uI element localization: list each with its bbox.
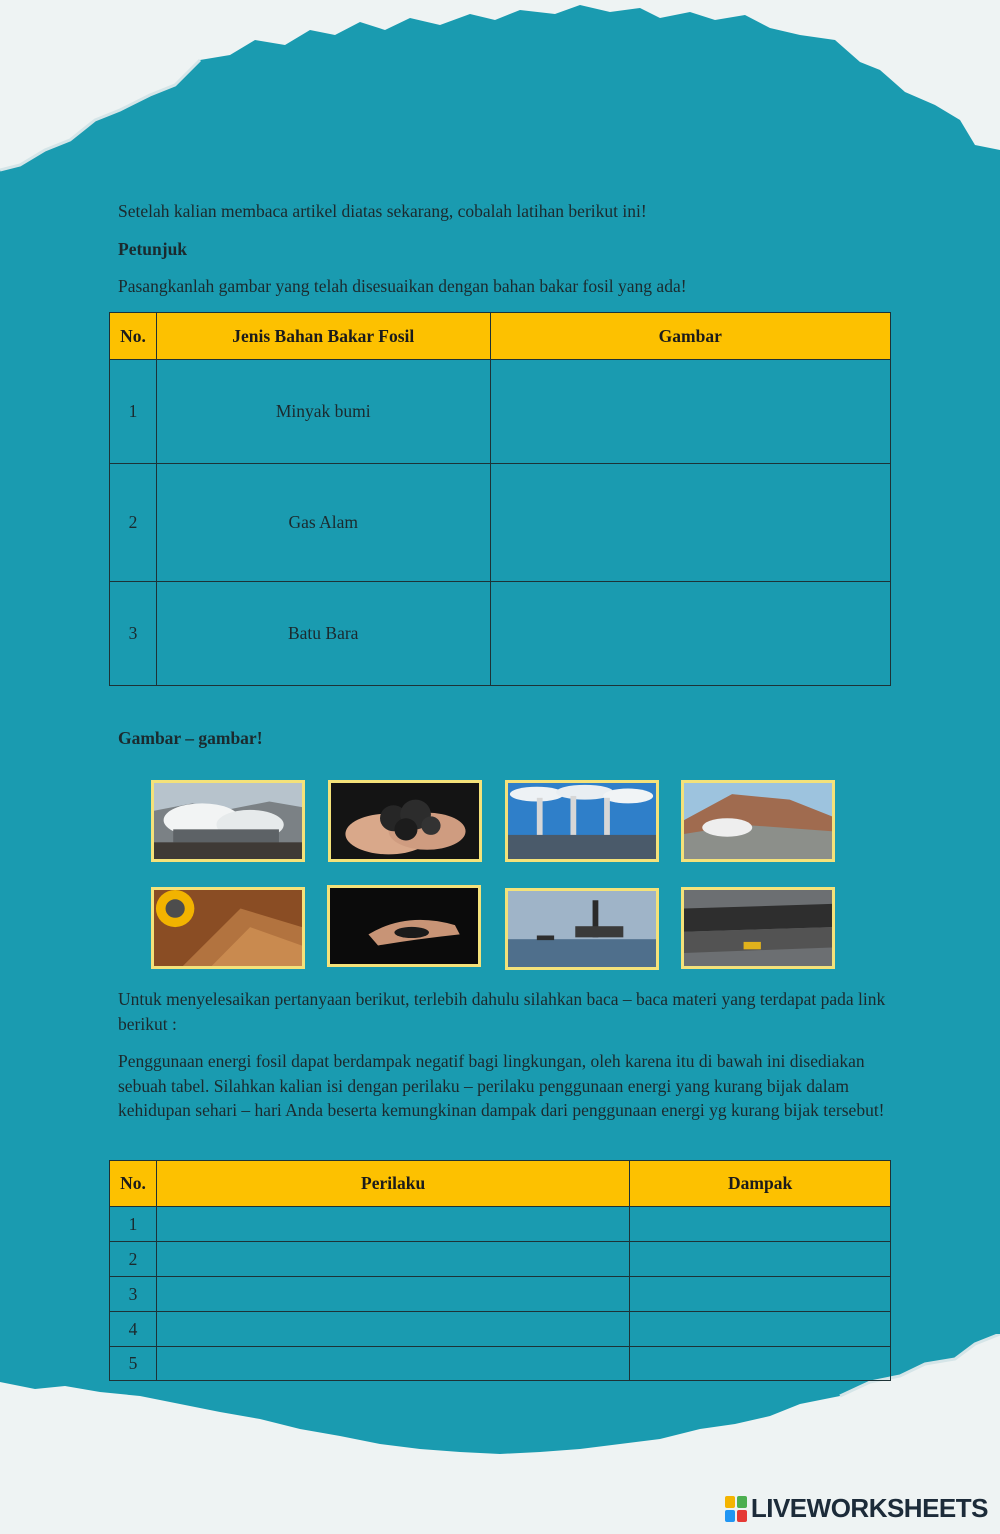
- task-text: Penggunaan energi fosil dapat berdampak negatif bagi lingkungan, oleh karena itu di bawah ini disediakan sebuah tabel. Silahkan kalian isi dengan perilaku – perilaku penggunaan energi yang kurang bijak dalam kehidupan sehari – hari Anda beserta kemungkinan dampak dari penggunaan energi yg kurang bijak tersebut!: [118, 1051, 885, 1120]
- perilaku-input[interactable]: [156, 1312, 629, 1347]
- row-number: 3: [110, 1277, 157, 1312]
- table-header-row: [110, 1161, 891, 1207]
- draggable-image[interactable]: [327, 885, 481, 967]
- draggable-image[interactable]: [151, 887, 305, 969]
- read-prompt: Untuk menyelesaikan pertanyaan berikut, terlebih dahulu silahkan baca – baca materi yang terdapat pada link berikut :: [118, 989, 886, 1034]
- gallery-heading: Gambar – gambar!: [118, 728, 263, 748]
- header-gambar: Gambar: [490, 313, 891, 360]
- header-no: No.: [110, 1161, 157, 1207]
- instruction-heading: Petunjuk: [118, 239, 188, 259]
- image-drop-zone[interactable]: [490, 464, 891, 582]
- intro-text: Setelah kalian membaca artikel diatas sekarang, cobalah latihan berikut ini!: [118, 201, 647, 221]
- table-row: [110, 1347, 891, 1381]
- image-drop-zone[interactable]: [490, 360, 891, 464]
- perilaku-input[interactable]: [156, 1347, 629, 1381]
- row-number: 2: [110, 464, 157, 582]
- table-row: [110, 582, 891, 686]
- table-row: [110, 1312, 891, 1347]
- row-number: 2: [110, 1242, 157, 1277]
- draggable-image[interactable]: [681, 780, 835, 862]
- header-dampak: Dampak: [630, 1161, 891, 1207]
- dampak-input[interactable]: [630, 1242, 891, 1277]
- table-header-row: [110, 313, 891, 360]
- fuel-matching-table: [109, 312, 891, 686]
- fuel-name: Gas Alam: [156, 464, 490, 582]
- geothermal-steam-photo: [154, 783, 302, 859]
- volcanic-fumarole-photo: [684, 783, 832, 859]
- table-row: [110, 360, 891, 464]
- fuel-name: Batu Bara: [156, 582, 490, 686]
- instruction-text: Pasangkanlah gambar yang telah disesuaikan dengan bahan bakar fosil yang ada!: [118, 276, 687, 296]
- dampak-input[interactable]: [630, 1277, 891, 1312]
- table-row: [110, 1207, 891, 1242]
- power-plant-chimneys-photo: [508, 783, 656, 859]
- perilaku-input[interactable]: [156, 1207, 629, 1242]
- table-row: [110, 1242, 891, 1277]
- behavior-impact-table: [109, 1160, 891, 1381]
- table-row: [110, 464, 891, 582]
- dampak-input[interactable]: [630, 1347, 891, 1381]
- dampak-input[interactable]: [630, 1312, 891, 1347]
- coal-mine-photo: [684, 890, 832, 966]
- draggable-image[interactable]: [328, 780, 482, 862]
- liveworksheets-brand[interactable]: [725, 1493, 988, 1524]
- header-no: No.: [110, 313, 157, 360]
- draggable-image[interactable]: [505, 780, 659, 862]
- crude-oil-hand-photo: [330, 888, 478, 964]
- row-number: 4: [110, 1312, 157, 1347]
- torn-paper-top: [0, 0, 1000, 190]
- table-row: [110, 1277, 891, 1312]
- liveworksheets-logo-icon: [725, 1496, 747, 1522]
- draggable-image[interactable]: [681, 887, 835, 969]
- dampak-input[interactable]: [630, 1207, 891, 1242]
- fuel-name: Minyak bumi: [156, 360, 490, 464]
- row-number: 1: [110, 360, 157, 464]
- draggable-image[interactable]: [505, 888, 659, 970]
- header-perilaku: Perilaku: [156, 1161, 629, 1207]
- brand-text: LIVEWORKSHEETS: [750, 1493, 988, 1523]
- row-number: 3: [110, 582, 157, 686]
- draggable-image[interactable]: [151, 780, 305, 862]
- wood-chips-biomass-photo: [154, 890, 302, 966]
- row-number: 5: [110, 1347, 157, 1381]
- row-number: 1: [110, 1207, 157, 1242]
- coal-in-hands-photo: [331, 783, 479, 859]
- perilaku-input[interactable]: [156, 1277, 629, 1312]
- offshore-oil-rig-photo: [508, 891, 656, 967]
- image-drop-zone[interactable]: [490, 582, 891, 686]
- image-gallery: [151, 780, 841, 975]
- perilaku-input[interactable]: [156, 1242, 629, 1277]
- header-jenis: Jenis Bahan Bakar Fosil: [156, 313, 490, 360]
